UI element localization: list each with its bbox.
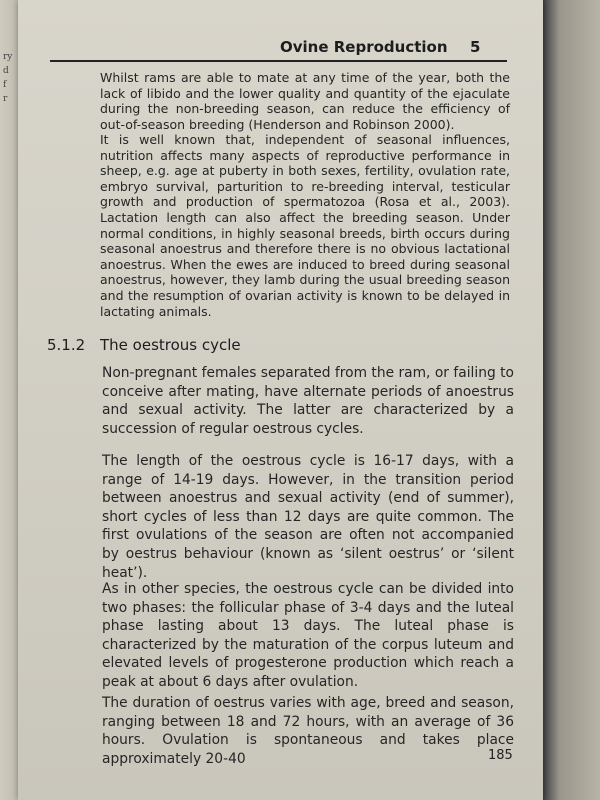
chapter-number: 5 [470, 38, 481, 56]
body-paragraph-1: Non-pregnant females separated from the ram, or failing to conceive after mating, have alternate periods of anoestrus and sexual activity. The latter are characterized by a succession of regular oestrous cycles. [102, 365, 514, 437]
section-number: 5.1.2 [47, 336, 86, 354]
body-paragraph-2: The length of the oestrous cycle is 16-17 days, with a range of 14-19 days. However, in the transition period between anoestrus and sexual activity (end of summer), short cycles of less than 12 days are quite common. The first ovulations of the season are often not accompanied by oestrus behaviour (known as ‘silent oestrus’ or ‘silent heat’). [102, 453, 514, 581]
header-rule [50, 60, 507, 62]
body-paragraph-4: The duration of oestrus varies with age, breed and season, ranging between 18 and 72 hours, with an average of 36 hours. Ovulation is spontaneous and takes place approximately 20-40 [102, 695, 514, 767]
section-title: The oestrous cycle [100, 336, 241, 354]
body-paragraph-3: As in other species, the oestrous cycle can be divided into two phases: the follicular phase of 3-4 days and the luteal phase lasting about 13 days. The luteal phase is characterized by the maturation of the corpus luteum and elevated levels of progesterone production which reach a peak at about 6 days after ovulation. [102, 581, 514, 690]
intro-paragraph-1: Whilst rams are able to mate at any time of the year, both the lack of libido and the lower quality and quantity of the ejaculate during the non-breeding season, can reduce the efficiency of out-of-season breeding (Henderson and Robinson 2000). [100, 70, 510, 132]
prev-page-fragment: ry [3, 52, 13, 62]
book-page [18, 0, 543, 800]
intro-paragraph-2: It is well known that, independent of seasonal influences, nutrition affects many aspects of reproductive performance in sheep, e.g. age at puberty in both sexes, fertility, ovulation rate, embryo survival, parturition to re-breeding interval, testicular growth and production of spermatozoa (Rosa et al., 2003). Lactation length can also affect the breeding season. Under normal conditions, in highly seasonal breeds, birth occurs during seasonal anoestrus and therefore there is no obvious lactational anoestrus. When the ewes are induced to breed during seasonal anoestrus, however, they lamb during the usual breeding season and the resumption of ovarian activity is known to be delayed in lactating animals. [100, 132, 510, 319]
prev-page-fragment: r [3, 94, 8, 104]
prev-page-fragment: d [3, 66, 9, 76]
prev-page-fragment: f [3, 80, 7, 90]
running-title: Ovine Reproduction [280, 38, 448, 56]
page-number: 185 [488, 748, 513, 763]
